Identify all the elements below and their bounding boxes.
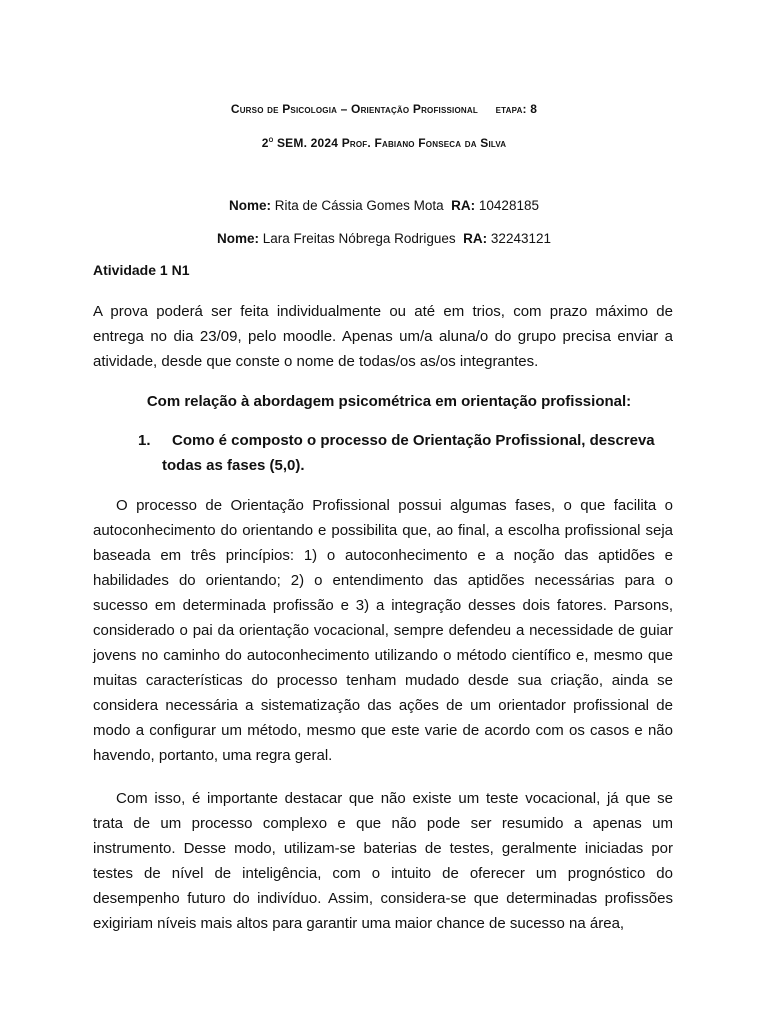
question-text-line1: Como é composto o processo de Orientação Profissional, descreva — [172, 432, 655, 449]
activity-title: Atividade 1 N1 — [93, 262, 190, 278]
course-stage: etapa: 8 — [495, 102, 538, 116]
ra-label: RA: — [463, 231, 488, 246]
question-text-line2: todas as fases (5,0). — [162, 457, 305, 474]
student-line-1 — [0, 198, 768, 213]
semester-number: 2 — [261, 136, 269, 150]
semester-header — [0, 135, 768, 150]
question-1 — [138, 428, 673, 478]
semester-ordinal: o — [268, 135, 274, 144]
name-label: Nome: — [229, 198, 272, 213]
section-heading: Com relação à abordagem psicométrica em orientação profissional: — [146, 393, 632, 410]
name-label: Nome: — [217, 231, 260, 246]
student-ra: 10428185 — [478, 198, 539, 213]
answer-paragraph-2: Com isso, é importante destacar que não existe um teste vocacional, já que se trata de um processo complexo e que não pode ser resumido a apenas um instrumento. Desse modo, utilizam-se baterias de testes, geralmente iniciadas por testes de nível de inteligência, com o intuito de oferecer um prognóstico do desempenho futuro do indivíduo. Assim, considera-se que determinadas profissões exigiriam níveis mais altos para garantir uma maior chance de sucesso na área, — [93, 790, 673, 932]
course-header — [0, 102, 768, 116]
instructions-paragraph: A prova poderá ser feita individualmente ou até em trios, com prazo máximo de entrega no dia 23/09, pelo moodle. Apenas um/a aluna/o do grupo precisa enviar a atividade, desde que conste o nome de todas/os as/os integrantes. — [93, 303, 673, 370]
semester-year: SEM. 2024 — [273, 136, 342, 150]
answer-paragraph-1: O processo de Orientação Profissional possui algumas fases, o que facilita o autoconhecimento do orientando e possibilita que, ao final, a escolha profissional seja baseada em três princípios: 1) o autoconhecimento e a noção das aptidões e habilidades do orientando; 2) o entendimento das aptidões necessárias para o sucesso em determinada profissão e 3) a integração desses dois fatores. Parsons, considerado o pai da orientação vocacional, sempre defendeu a necessidade de guiar jovens no caminho do autoconhecimento utilizando o método científico e, mesmo que muitas características do processo tenham mudado desde sua criação, ainda se considera necessária a sistematização das ações de um orientador profissional de modo a configurar um método, mesmo que este varie de acordo com os casos e não havendo, portanto, uma regra geral. — [93, 497, 673, 764]
student-name: Lara Freitas Nóbrega Rodrigues — [262, 231, 456, 246]
student-line-2 — [0, 231, 768, 246]
ra-label: RA: — [451, 198, 476, 213]
student-ra: 32243121 — [490, 231, 551, 246]
student-name: Rita de Cássia Gomes Mota — [274, 198, 444, 213]
professor-name: Prof. Fabiano Fonseca da Silva — [341, 136, 507, 150]
question-number: 1. — [138, 432, 151, 449]
course-title: Curso de Psicologia – Orientação Profissional — [230, 102, 478, 116]
